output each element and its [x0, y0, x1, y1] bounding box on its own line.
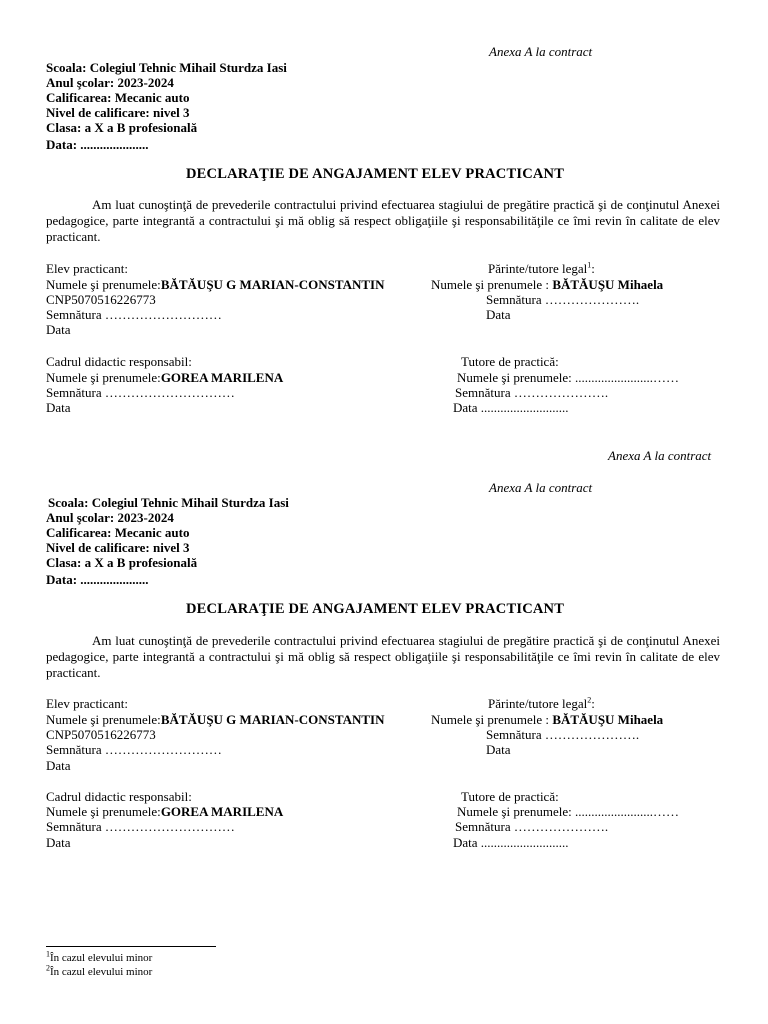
school-line: Scoala: Colegiul Tehnic Mihail Sturdza Iasi	[48, 495, 289, 510]
annex-label: Anexa A la contract	[489, 44, 593, 59]
parent-name-line	[431, 277, 663, 292]
tutor-name-line: Numele şi prenumele: ........................……	[457, 804, 680, 819]
student-signature: Semnătura ………………………	[46, 742, 222, 757]
footnote-text: În cazul elevului minor	[50, 952, 153, 964]
footnote-ref: 1	[587, 260, 592, 270]
document-title: DECLARAŢIE DE ANGAJAMENT ELEV PRACTICANT	[186, 601, 565, 617]
parent-date: Data	[486, 742, 511, 757]
footnote-1	[46, 949, 153, 965]
qualification-level-line: Nivel de calificare: nivel 3	[46, 105, 190, 120]
class-line: Clasa: a X a B profesională	[46, 555, 198, 570]
teacher-date: Data	[46, 835, 71, 850]
school-line: Scoala: Colegiul Tehnic Mihail Sturdza Iasi	[46, 60, 287, 75]
teacher-label: Cadrul didactic responsabil:	[46, 789, 192, 804]
tutor-date: Data ...........................	[453, 400, 569, 415]
date-line: Data: .....................	[46, 572, 149, 587]
name-prefix: Numele şi prenumele:	[46, 370, 161, 385]
qualification-level-line: Nivel de calificare: nivel 3	[46, 540, 190, 555]
student-label: Elev practicant:	[46, 696, 128, 711]
footnote-ref: 2	[587, 695, 592, 705]
parent-signature: Semnătura ………………….	[486, 727, 640, 742]
student-signature: Semnătura ………………………	[46, 307, 222, 322]
teacher-label: Cadrul didactic responsabil:	[46, 354, 192, 369]
qualification-line: Calificarea: Mecanic auto	[46, 525, 190, 540]
footnote-text: În cazul elevului minor	[50, 966, 153, 978]
parent-name: BĂTĂUŞU Mihaela	[552, 277, 664, 292]
student-name-line	[46, 277, 384, 292]
tutor-label: Tutore de practică:	[461, 354, 559, 369]
parent-label: Părinte/tutore legal	[488, 261, 588, 276]
paragraph-text: Am luat cunoştinţă de prevederile contractului privind efectuarea stagiului de pregătire practică şi de conţinutul Anexei pedagogice, parte integrantă a contractului şi mă oblig să respect obligaţiile şi responsabilităţile ce îmi revin în calitate de elev practicant.	[46, 197, 720, 244]
tutor-date: Data ...........................	[453, 835, 569, 850]
paragraph-text: Am luat cunoştinţă de prevederile contractului privind efectuarea stagiului de pregătire practică şi de conţinutul Anexei pedagogice, parte integrantă a contractului şi mă oblig să respect obligaţiile şi responsabilităţile ce îmi revin în calitate de elev practicant.	[46, 633, 720, 680]
teacher-name-line	[46, 804, 283, 819]
footnote-marker: 2	[46, 963, 50, 973]
date-line: Data: .....................	[46, 137, 149, 152]
footnote-2	[46, 963, 153, 979]
footnote-separator	[46, 946, 216, 947]
name-prefix: Numele şi prenumele:	[46, 804, 161, 819]
name-prefix: Numele şi prenumele:	[46, 277, 161, 292]
footnote-marker: 1	[46, 949, 50, 959]
student-date: Data	[46, 322, 71, 337]
tutor-name-line: Numele şi prenumele: ........................……	[457, 370, 680, 385]
name-prefix: Numele şi prenumele:	[46, 712, 161, 727]
parent-name-prefix: Numele şi prenumele :	[431, 277, 553, 292]
annex-label: Anexa A la contract	[489, 480, 593, 495]
annex-label-right: Anexa A la contract	[608, 448, 712, 463]
parent-label: Părinte/tutore legal	[488, 696, 588, 711]
student-name-line	[46, 712, 384, 727]
student-date: Data	[46, 758, 71, 773]
tutor-signature: Semnătura ………………….	[455, 819, 609, 834]
teacher-date: Data	[46, 400, 71, 415]
teacher-name: GOREA MARILENA	[160, 804, 284, 819]
student-label: Elev practicant:	[46, 261, 128, 276]
class-line: Clasa: a X a B profesională	[46, 120, 198, 135]
school-year-line: Anul şcolar: 2023-2024	[46, 75, 174, 90]
parent-label-line: Părinte/tutore legal$^2$:	[488, 695, 595, 711]
parent-name-prefix: Numele şi prenumele :	[431, 712, 553, 727]
document-title: DECLARAŢIE DE ANGAJAMENT ELEV PRACTICANT	[186, 166, 565, 182]
teacher-signature: Semnătura …………………………	[46, 819, 235, 834]
student-name: BĂTĂUŞU G MARIAN-CONSTANTIN	[160, 277, 385, 292]
qualification-line: Calificarea: Mecanic auto	[46, 90, 190, 105]
student-cnp: CNP5070516226773	[46, 727, 156, 742]
parent-label-line: Părinte/tutore legal$^1$:	[488, 260, 595, 276]
teacher-name-line	[46, 370, 283, 385]
tutor-signature: Semnătura ………………….	[455, 385, 609, 400]
student-name: BĂTĂUŞU G MARIAN-CONSTANTIN	[160, 712, 385, 727]
teacher-name: GOREA MARILENA	[160, 370, 284, 385]
tutor-label: Tutore de practică:	[461, 789, 559, 804]
student-cnp: CNP5070516226773	[46, 292, 156, 307]
parent-name-line	[431, 712, 663, 727]
school-year-line: Anul şcolar: 2023-2024	[46, 510, 174, 525]
parent-name: BĂTĂUŞU Mihaela	[552, 712, 664, 727]
commitment-paragraph	[46, 633, 720, 681]
parent-signature: Semnătura ………………….	[486, 292, 640, 307]
commitment-paragraph	[46, 197, 720, 245]
teacher-signature: Semnătura …………………………	[46, 385, 235, 400]
parent-date: Data	[486, 307, 511, 322]
